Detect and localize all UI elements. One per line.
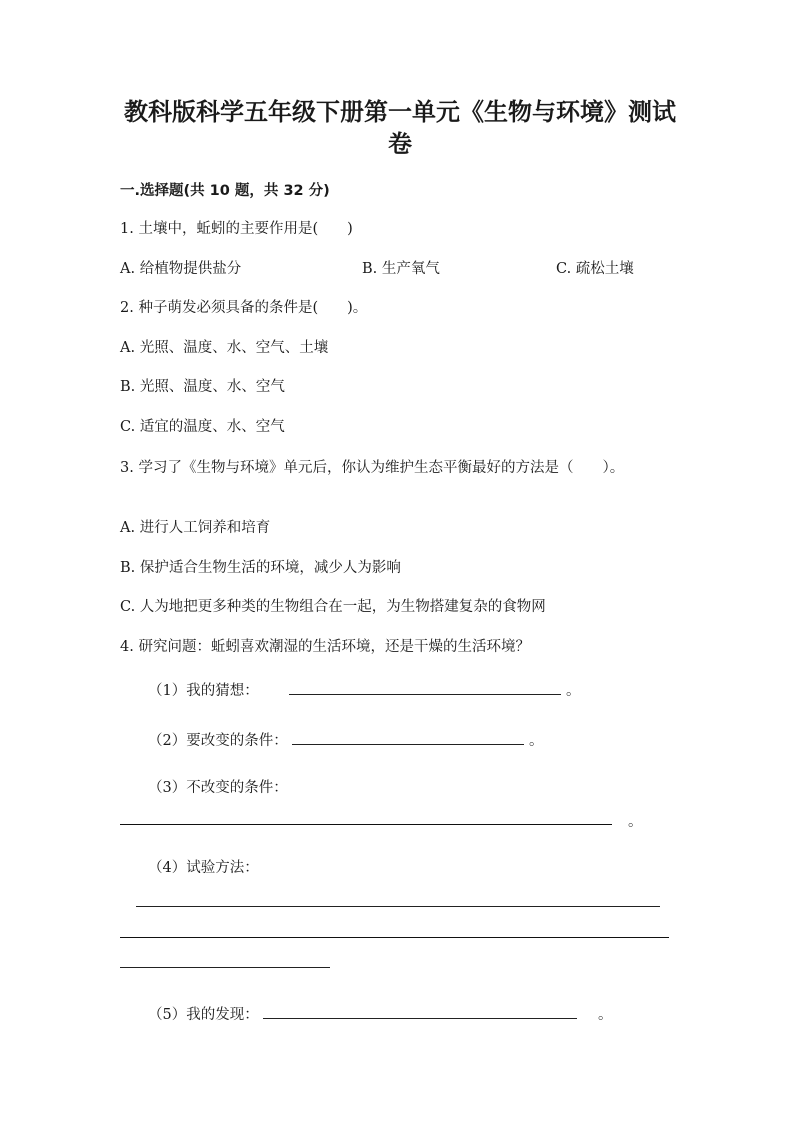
question-3-option-a: A. 进行人工饲养和培育 (120, 520, 271, 536)
guess-label: （1）我的猜想： (148, 683, 259, 699)
finding-period: 。 (597, 1007, 613, 1023)
finding-label: （5）我的发现： (148, 1007, 259, 1023)
guess-period: 。 (565, 683, 581, 699)
method-blank-line-1[interactable] (136, 906, 660, 907)
question-4-part-5 (148, 1002, 612, 1025)
question-4-part-2 (148, 728, 543, 751)
question-4-part-1 (148, 678, 580, 701)
guess-answer-blank[interactable] (289, 678, 561, 695)
question-4-stem: 4. 研究问题：蚯蚓喜欢潮湿的生活环境，还是干燥的生活环境？ (120, 639, 530, 655)
question-3-option-b: B. 保护适合生物生活的环境，减少人为影响 (120, 560, 401, 576)
page-title: 教科版科学五年级下册第一单元《生物与环境》测试卷 (124, 98, 676, 158)
question-2-option-a: A. 光照、温度、水、空气、土壤 (120, 340, 329, 356)
finding-answer-blank[interactable] (263, 1002, 577, 1019)
question-3-option-c: C. 人为地把更多种类的生物组合在一起，为生物搭建复杂的食物网 (120, 599, 546, 615)
unchanged-condition-label: （3）不改变的条件： (148, 780, 288, 796)
section-heading: 一.选择题(共 10 题，共 32 分) (120, 183, 330, 199)
question-2-option-b: B. 光照、温度、水、空气 (120, 379, 285, 395)
unchanged-condition-period: 。 (628, 814, 643, 830)
question-1-option-c: C. 疏松土壤 (556, 261, 634, 277)
question-1-option-b: B. 生产氧气 (362, 261, 440, 277)
question-2-stem: 2. 种子萌发必须具备的条件是( )。 (120, 300, 368, 316)
changed-condition-label: （2）要改变的条件： (148, 733, 288, 749)
question-1-stem: 1. 土壤中，蚯蚓的主要作用是( ) (120, 221, 353, 237)
unchanged-condition-blank[interactable] (120, 824, 612, 825)
question-3-stem: 3. 学习了《生物与环境》单元后，你认为维护生态平衡最好的方法是（ ）。 (120, 460, 625, 476)
changed-condition-blank[interactable] (292, 728, 524, 745)
question-2-option-c: C. 适宜的温度、水、空气 (120, 419, 285, 435)
question-1-option-a: A. 给植物提供盐分 (120, 261, 242, 277)
method-label: （4）试验方法： (148, 860, 259, 876)
changed-condition-period: 。 (528, 733, 544, 749)
method-blank-line-2[interactable] (120, 937, 669, 938)
method-blank-line-3[interactable] (120, 967, 330, 968)
